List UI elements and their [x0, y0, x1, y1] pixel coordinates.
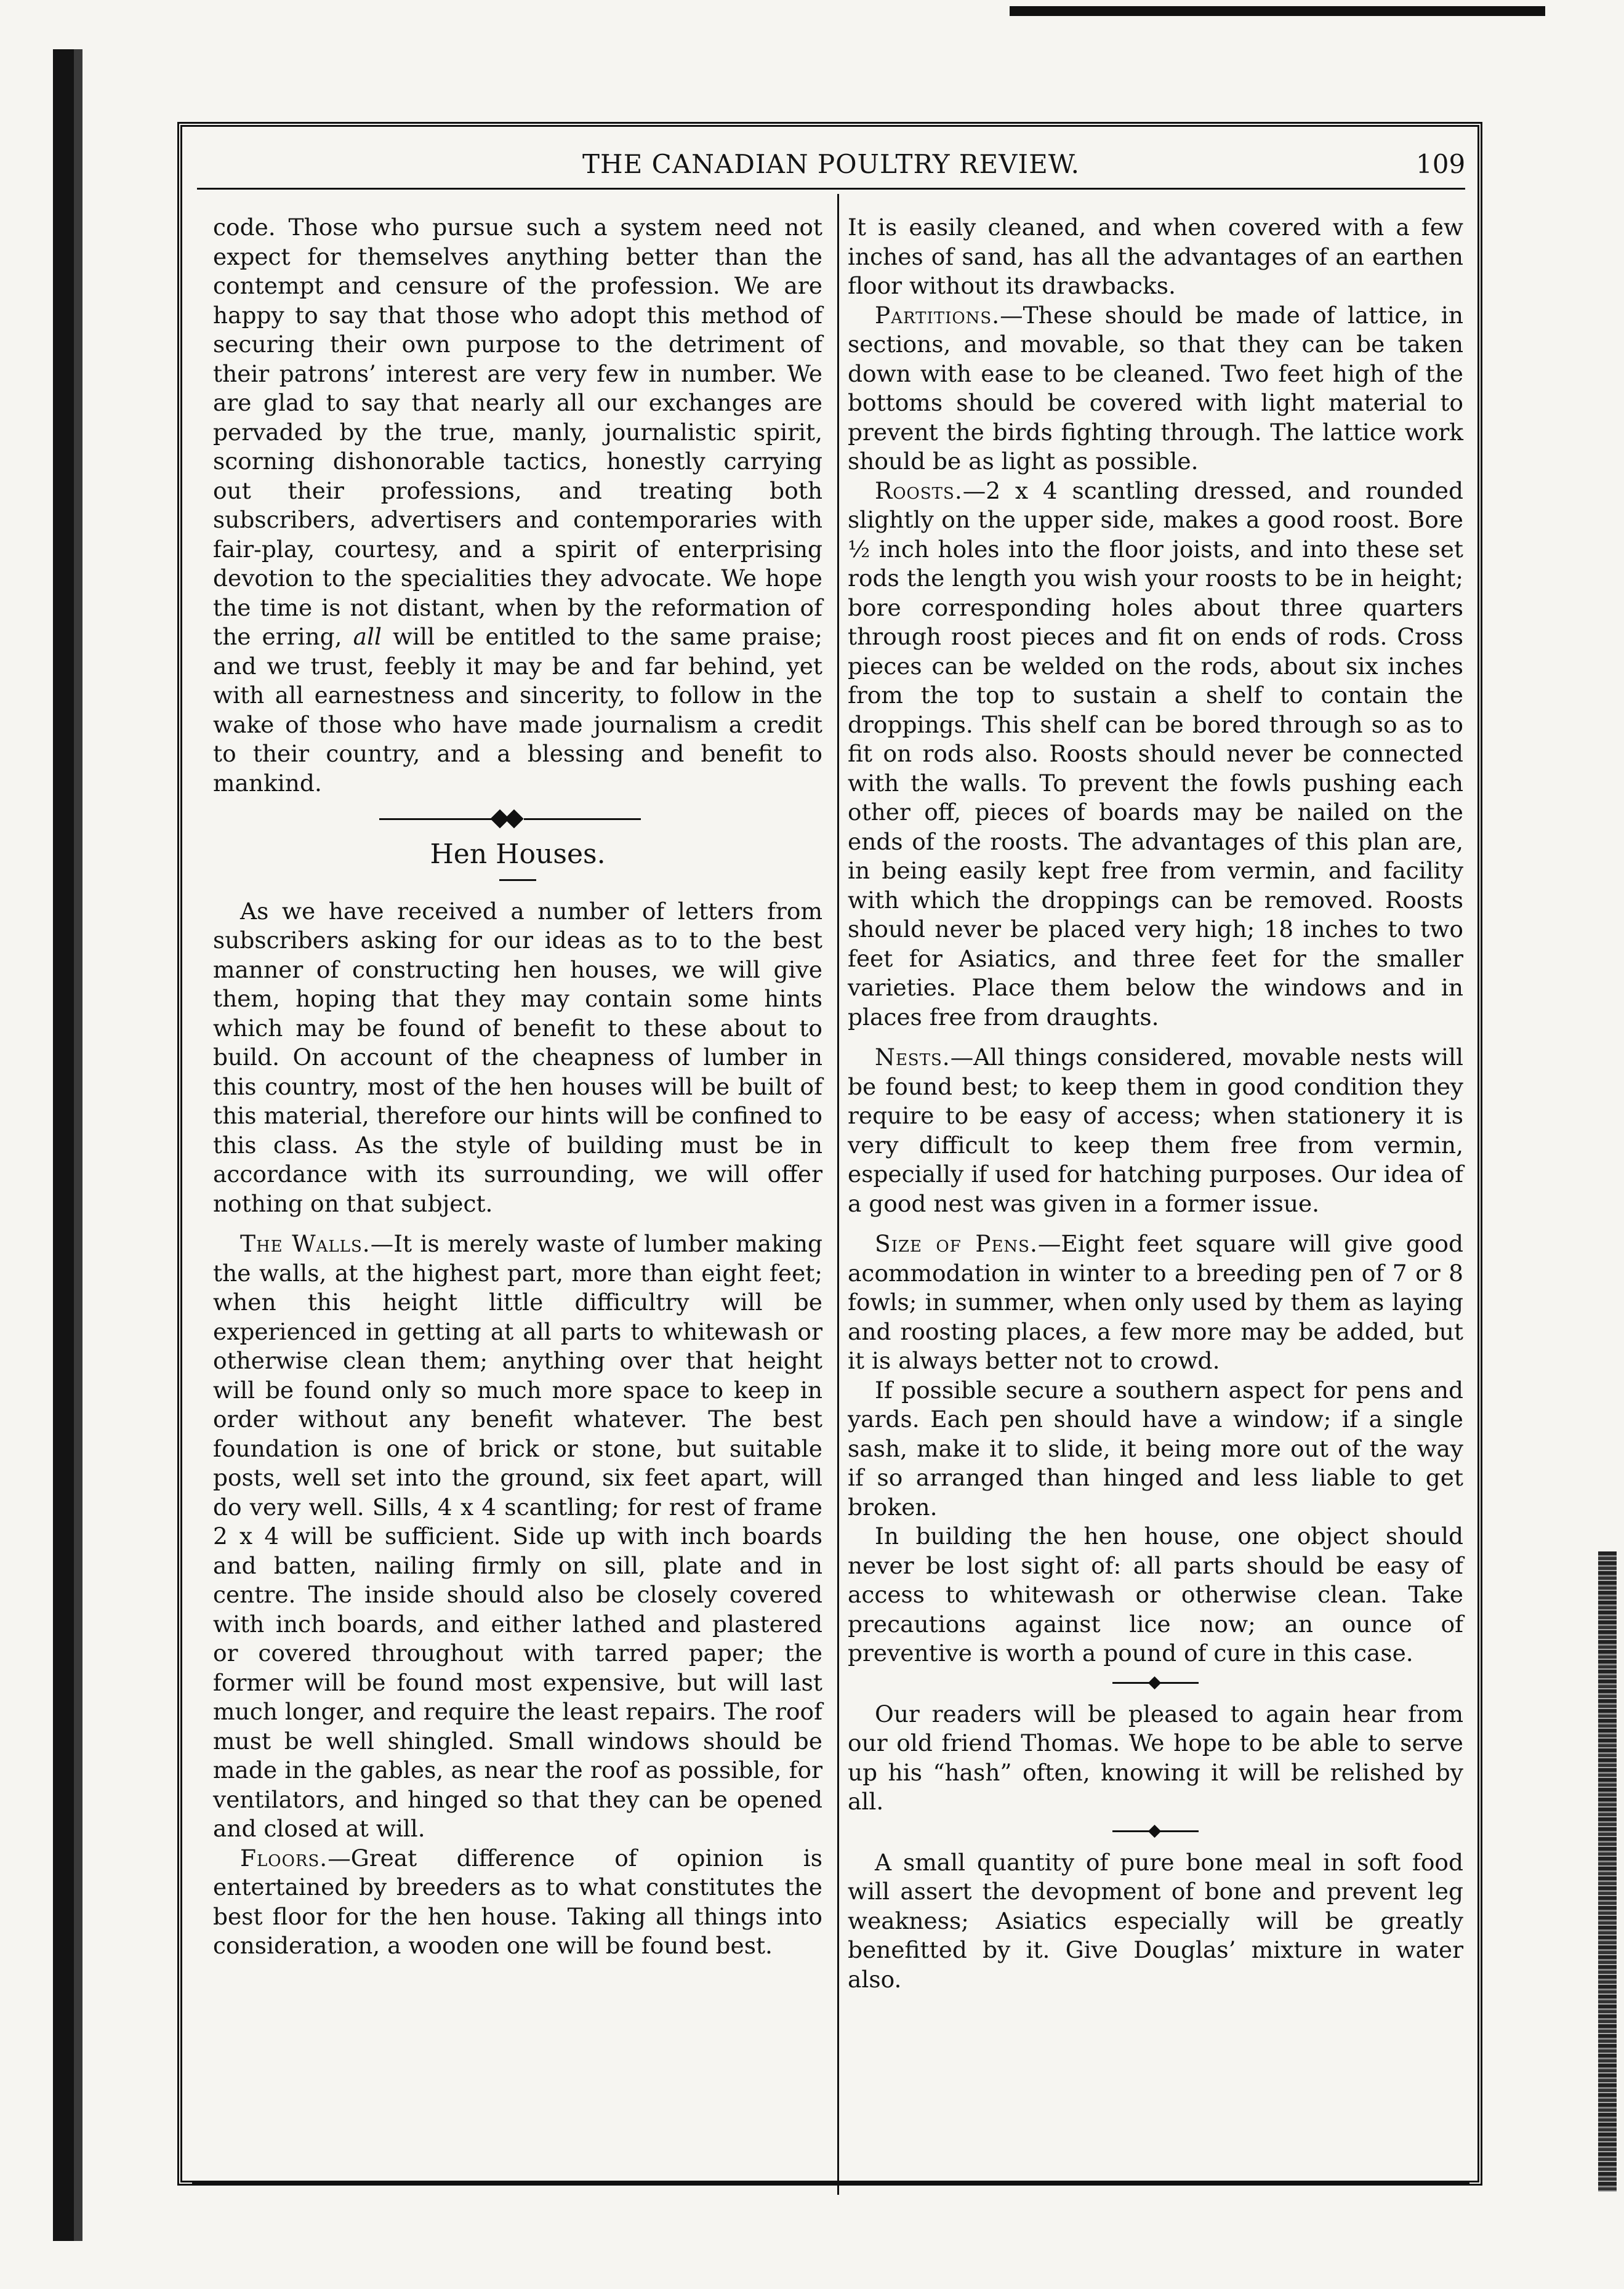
nests-text: —All things considered, movable nests will be found best; to keep them in good condition they require to be easy of access; when stationery it is very difficult to keep them free from vermin, especially if used for hatching purposes. Our idea of a good nest was given in a former issue. [848, 1044, 1463, 1217]
roosts-heading: Roosts. [875, 477, 963, 504]
floors-text: —Great difference of opinion is entertained by breeders as to what constitutes the best floor for the hen house. Taking all things into consideration, a wooden one will be found best. [213, 1844, 822, 1959]
header-rule [197, 188, 1465, 190]
walls-heading: The Walls. [240, 1230, 371, 1257]
note-separator [1112, 1830, 1199, 1832]
roosts-paragraph [848, 477, 1463, 1032]
section-title-hen-houses: Hen Houses. [430, 839, 606, 870]
floors-paragraph [213, 1844, 822, 1961]
continuation-tail: will be entitled to the same praise; and we trust, feebly it may be and far behind, yet with all earnestness and sincerity, to follow in the wake of those who have made journalism a credit to their country, and a blessing and benefit to mankind. [213, 623, 823, 797]
floors-continuation: It is easily cleaned, and when covered with a few inches of sand, has all the advantages of an earthen floor without its drawbacks. [848, 214, 1463, 299]
scan-binding-shade [74, 49, 82, 2241]
nests-heading: Nests. [875, 1044, 951, 1071]
right-column [848, 213, 1463, 1994]
floors-heading: Floors. [240, 1844, 328, 1872]
scan-binding-shadow [53, 49, 74, 2241]
partitions-text: —These should be made of lattice, in sections, and movable, so that they can be taken down with ease to be cleaned. Two feet high of the bottoms should be covered with light material to prevent the birds fighting through. The lattice work should be as light as possible. [848, 301, 1463, 475]
scan-page-edge [1598, 1551, 1617, 2192]
walls-paragraph [213, 1229, 822, 1844]
note-separator [1112, 1682, 1199, 1684]
page-number: 109 [1416, 149, 1466, 179]
sizes-text: —Eight feet square will give good acommodation in winter to a breeding pen of 7 or 8 fowls; in summer, when only used by them as laying and roosting places, a few more may be added, but it is always better not to crowd. [848, 1230, 1463, 1374]
aspect-paragraph: If possible secure a southern aspect for pens and yards. Each pen should have a window; if a single sash, make it to slide, it being more out of the way if so arranged than hinged and less liable to get broken. [848, 1376, 1463, 1521]
bottom-rule [192, 2182, 1469, 2185]
title-underline [499, 879, 536, 881]
building-paragraph: In building the hen house, one object should never be lost sight of: all parts should be easy of access to whitewash or otherwise clean. Take precautions against lice now; an ounce of preventive is worth a pound of cure in this case. [848, 1523, 1463, 1667]
scan-edge-rule [1010, 6, 1545, 16]
emphasis-all: all [353, 623, 382, 650]
bone-meal-note: A small quantity of pure bone meal in soft food will assert the devopment of bone and prevent leg weakness; Asiatics especially will be greatly benefitted by it. Give Douglas’ mixture in water also. [848, 1848, 1463, 1993]
partitions-paragraph [848, 301, 1463, 477]
walls-text: —It is merely waste of lumber making the walls, at the highest part, more than eight feet; when this height little difficultry will be experienced in getting at all parts to whitewash or otherwise clean them; anything over that height will be found only so much more space to keep in order without any benefit whatever. The best foundation is one of brick or stone, but suitable posts, well set into the ground, six feet apart, will do very well. Sills, 4 x 4 scantling; for rest of frame 2 x 4 will be sufficient. Side up with inch boards and batten, nailing firmly on sill, plate and in centre. The inside should also be closely covered with inch boards, and either lathed and plastered or covered throughout with tarred paper; the former will be found most expensive, but will last much longer, and require the least repairs. The roof must be well shingled. Small windows should be made in the gables, as near the roof as possible, for ventilators, and hinged so that they can be opened and closed at will. [213, 1230, 822, 1842]
nests-paragraph [848, 1043, 1463, 1218]
left-column [213, 213, 822, 1961]
section-ornament [213, 807, 822, 831]
sizes-heading: Size of Pens. [875, 1230, 1038, 1257]
partitions-heading: Partitions. [875, 301, 1000, 329]
sizes-paragraph [848, 1229, 1463, 1376]
running-header-title: THE CANADIAN POULTRY REVIEW. [582, 149, 1080, 179]
thomas-note: Our readers will be pleased to again hear from our old friend Thomas. We hope to be able to serve up his “hash” often, knowing it will be relished by all. [848, 1700, 1463, 1815]
intro-paragraph: As we have received a number of letters from subscribers asking for our ideas as to to the best manner of constructing hen houses, we will give them, hoping that they may contain some hints which may be found of benefit to these about to build. On account of the cheapness of lumber in this country, most of the hen houses will be built of this material, therefore our hints will be confined to this class. As the style of building must be in accordance with its surrounding, we will offer nothing on that subject. [213, 897, 822, 1217]
column-divider [837, 194, 839, 2195]
continuation-paragraph [213, 213, 822, 798]
continuation-text: code. Those who pursue such a system need not expect for themselves anything better than the contempt and censure of the profession. We are happy to say that those who adopt this method of securing their own purpose to the detriment of their patrons’ interest are very few in number. We are glad to say that nearly all our exchanges are pervaded by the true, manly, journalistic spirit, scorning dishonorable tactics, honestly carrying out their professions, and treating both subscribers, advertisers and contemporaries with fair-play, courtesy, and a spirit of enterprising devotion to the specialities they advocate. We hope the time is not distant, when by the reformation of the erring, [213, 214, 822, 650]
roosts-text: —2 x 4 scantling dressed, and rounded slightly on the upper side, makes a good roost. Bore ½ inch holes into the floor joists, and into these set rods the length you wish your roosts to be in height; bore corresponding holes about three quarters through roost pieces and fit on ends of rods. Cross pieces can be welded on the rods, about six inches from the top to sustain a shelf to contain the droppings. This shelf can be bored through so as to fit on rods also. Roosts should never be connected with the walls. To prevent the fowls pushing each other off, pieces of boards may be nailed on the ends of the roosts. The advantages of this plan are, in being easily kept free from vermin, and facility with which the droppings can be removed. Roosts should never be placed very high; 18 inches to two feet for Asiatics, and three feet for the smaller varieties. Place them below the windows and in places free from draughts. [848, 477, 1463, 1031]
